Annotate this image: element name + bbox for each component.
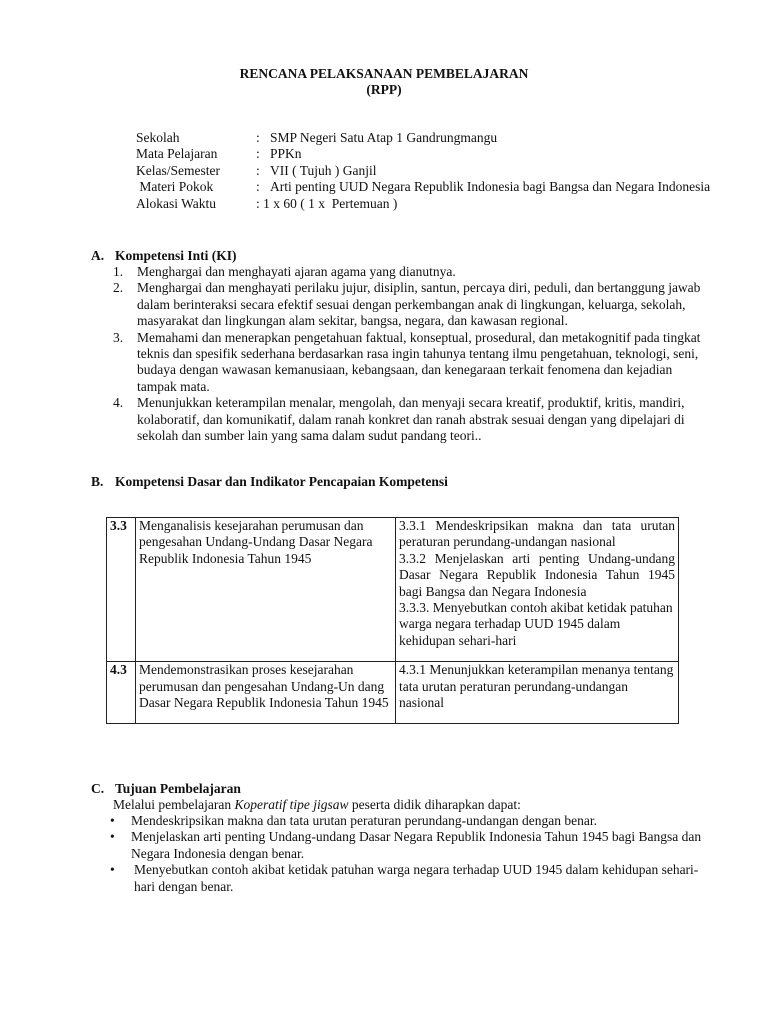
identity-block: [136, 130, 736, 212]
bullet-icon: •: [110, 829, 115, 845]
list-number: 2.: [113, 280, 124, 296]
identity-row-mata-pelajaran: [136, 146, 736, 162]
intro-text: Melalui pembelajaran: [113, 797, 235, 812]
list-text: Menghargai dan menghayati perilaku jujur, disiplin, santun, percaya diri, peduli, dan bertanggung jawab dalam berinteraksi secara efektif sesuai dengan perkembangan anak di lingkungan, keluarga, sekolah, masyarakat dan lingkungan alam sekitar, bangsa, negara, dan kawasan regional.: [137, 280, 701, 329]
competency-table: [106, 517, 679, 724]
section-title: Kompetensi Dasar dan Indikator Pencapaian Kompetensi: [115, 474, 448, 489]
list-text: Menghargai dan menghayati ajaran agama yang dianutnya.: [137, 264, 456, 279]
identity-colon: :: [256, 162, 260, 178]
table-row: [107, 518, 679, 662]
section-b-heading: [91, 474, 448, 490]
kd-description-cell: Menganalisis kesejarahan perumusan dan pengesahan Undang-Undang Dasar Negara Republik Indonesia Tahun 1945: [136, 518, 396, 662]
list-text: Mendeskripsikan makna dan tata urutan peraturan perundang-undangan dengan benar.: [131, 813, 597, 828]
kd-description-cell: Mendemonstrasikan proses kesejarahan perumusan dan pengesahan Undang-Un dang Dasar Negara Republik Indonesia Tahun 1945: [136, 662, 396, 724]
list-item: [113, 395, 703, 444]
ki-list: [113, 264, 703, 444]
identity-value: VII ( Tujuh ) Ganjil: [270, 162, 377, 178]
title-line-2: (RPP): [366, 82, 402, 97]
list-item: [108, 813, 708, 829]
identity-label: Mata Pelajaran: [136, 146, 218, 162]
intro-text-end: peserta didik diharapkan dapat:: [348, 797, 521, 812]
section-letter: B.: [91, 474, 104, 489]
identity-value: : 1 x 60 ( 1 x Pertemuan ): [256, 195, 398, 211]
section-title: Kompetensi Inti (KI): [115, 248, 237, 263]
identity-colon: :: [256, 130, 260, 145]
title-line-1: RENCANA PELAKSANAAN PEMBELAJARAN: [239, 66, 529, 81]
identity-row-sekolah: [136, 130, 736, 146]
identity-row-kelas-semester: [136, 163, 736, 179]
indicator-cell: [396, 518, 679, 662]
section-letter: A.: [91, 248, 105, 263]
identity-label: Materi Pokok: [136, 179, 214, 195]
kd-code-cell: 3.3: [107, 518, 136, 662]
list-item: [113, 280, 703, 329]
indicator-cell: [396, 662, 679, 724]
list-number: 3.: [113, 329, 124, 345]
bullet-icon: •: [110, 813, 115, 828]
list-number: 4.: [113, 395, 124, 411]
tujuan-intro: [113, 797, 713, 813]
indicator-text: 3.3.3. Menyebutkan contoh akibat ketidak patuhan warga negara terhadap UUD 1945 dalam kehidupan sehari-hari: [399, 600, 673, 648]
identity-label: Sekolah: [136, 130, 180, 145]
bullet-icon: •: [110, 862, 115, 878]
list-item: [113, 264, 703, 280]
list-number: 1.: [113, 264, 124, 279]
list-text: Menyebutkan contoh akibat ketidak patuhan warga negara terhadap UUD 1945 dalam kehidupan sehari-hari dengan benar.: [134, 862, 699, 894]
section-c-heading: [91, 781, 241, 797]
indicator-text: 3.3.2 Menjelaskan arti penting Undang-undang Dasar Negara Republik Indonesia Tahun 1945 bagi Bangsa dan Negara Indonesia: [399, 550, 675, 599]
identity-value: Arti penting UUD Negara Republik Indonesia bagi Bangsa dan Negara Indonesia: [270, 179, 711, 195]
list-text: Menunjukkan keterampilan menalar, mengolah, dan menyaji secara kreatif, produktif, kritis, mandiri, kolaboratif, dan komunikatif, dalam ranah konkret dan ranah abstrak sesuai dengan yang dipelajari di sekolah dan sumber lain yang sama dalam sudut pandang teori..: [137, 395, 685, 444]
intro-method: Koperatif tipe jigsaw: [234, 797, 349, 812]
identity-value: PPKn: [270, 146, 302, 162]
section-title: Tujuan Pembelajaran: [115, 781, 241, 796]
list-item: [108, 862, 708, 895]
identity-value: SMP Negeri Satu Atap 1 Gandrungmangu: [270, 130, 498, 145]
indicator-text: 3.3.1 Mendeskripsikan makna dan tata urutan peraturan perundang-undangan nasional: [399, 518, 675, 550]
list-item: [108, 829, 708, 862]
document-title: [0, 66, 768, 98]
kd-code-cell: 4.3: [107, 662, 136, 724]
identity-label: Kelas/Semester: [136, 162, 220, 178]
list-text: Menjelaskan arti penting Undang-undang Dasar Negara Republik Indonesia Tahun 1945 bagi Bangsa dan Negara Indonesia dengan benar.: [131, 829, 702, 861]
list-item: [113, 330, 703, 396]
section-a-heading: [91, 248, 237, 264]
identity-colon: :: [256, 146, 260, 162]
identity-row-alokasi-waktu: [136, 196, 736, 212]
tujuan-list: [108, 813, 708, 895]
section-letter: C.: [91, 781, 105, 796]
indicator-text: 4.3.1 Menunjukkan keterampilan menanya tentang tata urutan peraturan perundang-undangan nasional: [399, 662, 674, 711]
identity-colon: :: [256, 179, 260, 195]
identity-label: Alokasi Waktu: [136, 195, 217, 211]
identity-row-materi-pokok: [136, 179, 736, 195]
table-row: [107, 662, 679, 724]
list-text: Memahami dan menerapkan pengetahuan faktual, konseptual, prosedural, dan metakognitif pada tingkat teknis dan spesifik sederhana berdasarkan rasa ingin tahunya tentang ilmu pengetahuan, teknologi, seni, budaya dengan wawasan kemanusiaan, kebangsaan, dan kenegaraan terkait fenomena dan kejadian tampak mata.: [137, 329, 701, 394]
